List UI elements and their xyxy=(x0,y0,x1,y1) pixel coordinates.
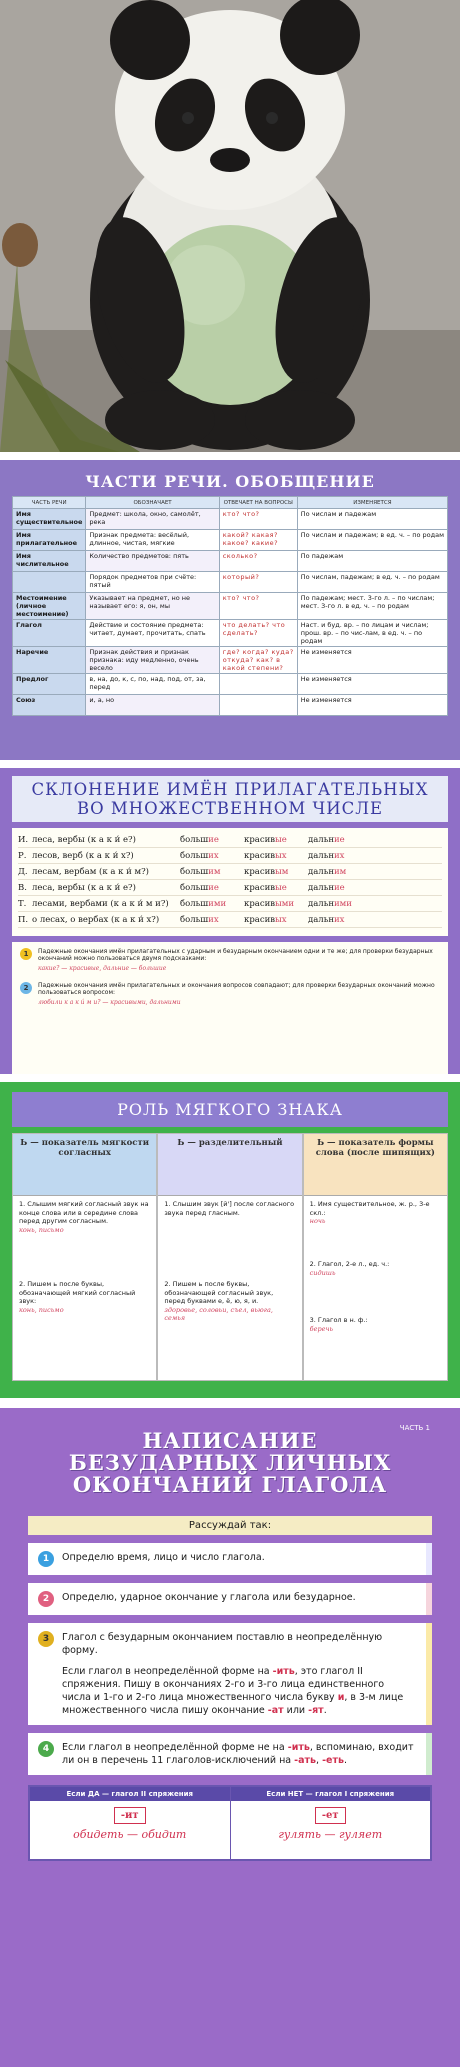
adjective-ending: ые xyxy=(275,882,287,893)
step-text: Определю, ударное окончание у глагола или безударное. xyxy=(62,1592,356,1603)
adjective-declension-poster xyxy=(0,768,460,1074)
ending-box: -ит xyxy=(114,1807,146,1824)
ending-highlight: -ят xyxy=(308,1705,324,1716)
column-heading: Если ДА — глагол II спряжения xyxy=(30,1787,230,1801)
meaning-example: и, а, но xyxy=(89,696,115,704)
questions-cell: какой? какая? какое? какие? xyxy=(219,530,297,551)
case-label: Р. xyxy=(18,850,27,861)
meaning-text: Действие и состояние предмета: xyxy=(89,621,204,629)
noun-phrase: леса, вербы (к а к и́ е?) xyxy=(32,882,136,893)
case-label: И. xyxy=(18,834,29,845)
meaning-example: весёлый, длинное, чистая, мягкие xyxy=(89,531,190,547)
meaning-example: читает, думает, прочитать, спать xyxy=(89,629,206,637)
second-conjugation-column xyxy=(30,1787,230,1859)
questions-cell: что делать? что сделать? xyxy=(219,620,297,647)
note-example: любили к а к и́ м и? — красивыми, дальними xyxy=(38,999,181,1006)
letter-highlight: и xyxy=(337,1692,345,1703)
title-line: ВО МНОЖЕСТВЕННОМ ЧИСЛЕ xyxy=(76,799,384,818)
change-cell: По числам и падежам; в ед. ч. – по родам xyxy=(297,530,447,551)
table-row xyxy=(13,695,448,716)
adjective-ending: ых xyxy=(275,850,287,861)
note-item xyxy=(20,948,440,972)
table-row xyxy=(13,674,448,695)
adjective-ending: ими xyxy=(208,898,227,909)
rule-text: 2. Глагол, 2-е л., ед. ч.: xyxy=(309,1260,390,1268)
suffix-highlight: -ать xyxy=(294,1755,317,1766)
adjective-stem: дальн xyxy=(308,834,334,845)
noun-phrase: лесами, вербами (к а к и́ м и?) xyxy=(32,898,169,909)
suffix-highlight: -еть xyxy=(322,1755,344,1766)
column-header: ЧАСТЬ РЕЧИ xyxy=(13,497,86,509)
adjective-form xyxy=(308,851,368,861)
adjective-stem: дальн xyxy=(308,850,334,861)
adjective-form xyxy=(180,867,244,877)
meaning-example: пятый xyxy=(89,581,111,589)
adjective-form xyxy=(244,867,308,877)
rule-text: 2. Пишем ь после буквы, обозначающей согласный звук, перед буквами е, ё, ю, я, и. xyxy=(164,1280,274,1305)
table-header-row xyxy=(13,497,448,509)
step-number-badge: 3 xyxy=(38,1631,54,1647)
adjective-stem: дальн xyxy=(308,914,334,925)
title-line: ОКОНЧАНИЙ ГЛАГОЛА xyxy=(72,1472,388,1497)
part-of-speech-cell: Имя числительное xyxy=(13,551,86,572)
adjective-stem: больш xyxy=(180,834,209,845)
rule-text: 1. Слышим мягкий согласный звук на конце слова или в середине слова перед другим согласным. xyxy=(19,1200,149,1225)
note-number-badge: 2 xyxy=(20,982,32,994)
meaning-text: Количество предметов: xyxy=(89,552,171,560)
questions-cell xyxy=(219,674,297,695)
meaning-example: иду медленно, очень весело xyxy=(89,656,199,672)
meaning-cell xyxy=(86,674,219,695)
adjective-stem: красив xyxy=(244,834,276,845)
adjective-ending: им xyxy=(334,866,347,877)
declension-row xyxy=(18,864,442,880)
soft-sign-column xyxy=(303,1133,448,1381)
declension-notes xyxy=(12,942,448,1074)
declension-row xyxy=(18,832,442,848)
ending-box: -ет xyxy=(315,1807,346,1824)
poster-title: ЧАСТИ РЕЧИ. ОБОБЩЕНИЕ xyxy=(85,472,375,491)
column-heading: Если НЕТ — глагол I спряжения xyxy=(231,1787,431,1801)
table-row xyxy=(13,572,448,593)
adjective-stem: больш xyxy=(180,898,209,909)
rule-example: здоровье, соловьи, съел, вьюга, семья xyxy=(164,1305,273,1322)
meaning-cell xyxy=(86,620,219,647)
adjective-ending: им xyxy=(208,866,221,877)
step-text: Глагол с безударным окончанием поставлю в неопределённую форму. xyxy=(62,1632,383,1656)
meaning-cell xyxy=(86,551,219,572)
text-fragment: , это глагол II спряжения. Пишу в окончаниях 2-го и 3-го лица единственного числа и 1-го и 2-го лица множественного числа букву xyxy=(62,1666,385,1703)
verb-endings-poster xyxy=(0,1408,460,2067)
first-conjugation-column xyxy=(230,1787,431,1859)
rule-item xyxy=(13,1276,156,1356)
text-fragment: , вспоминаю, входит ли он в перечень 11 глаголов-исключений на xyxy=(62,1742,414,1766)
change-cell: По числам и падежам xyxy=(297,509,447,530)
rule-item xyxy=(158,1276,301,1356)
noun-phrase: леса, вербы (к а к и́ е?) xyxy=(32,834,136,845)
soft-sign-poster xyxy=(0,1082,460,1398)
questions-cell: который? xyxy=(219,572,297,593)
adjective-ending: их xyxy=(334,914,345,925)
step-1 xyxy=(28,1543,432,1575)
adjective-form xyxy=(180,883,244,893)
note-text: Падежные окончания имён прилагательных с ударным и безударным окончанием одни и те же; для проверки безударных окончаний можно пользоваться двумя подсказками: xyxy=(38,948,433,962)
table-row xyxy=(13,593,448,620)
rule-text: 1. Имя существительное, ж. р., 3-е скл.: xyxy=(309,1200,430,1217)
meaning-cell xyxy=(86,647,219,674)
title-line: НАПИСАНИЕ xyxy=(142,1428,318,1453)
part-of-speech-cell: Имя прилагательное xyxy=(13,530,86,551)
rule-example: ночь xyxy=(309,1217,326,1225)
change-cell: По числам, падежам; в ед. ч. – по родам xyxy=(297,572,447,593)
text-fragment: Если глагол в неопределённой форме не на xyxy=(62,1742,285,1753)
adjective-stem: больш xyxy=(180,850,209,861)
title-line: БЕЗУДАРНЫХ ЛИЧНЫХ xyxy=(68,1450,392,1475)
meaning-example: школа, окно, самолёт, река xyxy=(89,510,201,526)
adjective-ending: ими xyxy=(334,898,352,909)
text-fragment: , в 3-м лице множественного числа пишу окончание xyxy=(62,1692,404,1716)
declension-row xyxy=(18,912,442,928)
step-number-badge: 1 xyxy=(38,1551,54,1567)
meaning-cell xyxy=(86,593,219,620)
table-row xyxy=(13,509,448,530)
questions-cell: сколько? xyxy=(219,551,297,572)
rule-item xyxy=(304,1196,447,1256)
rule-text: 3. Глагол в н. ф.: xyxy=(309,1316,368,1324)
rule-example: беречь xyxy=(309,1324,334,1333)
change-cell: По падежам xyxy=(297,551,447,572)
meaning-text: Указывает на предмет, но не называет его: xyxy=(89,594,191,610)
suffix-highlight: -ить xyxy=(272,1666,295,1677)
noun-phrase: лесам, вербам (к а к и́ м?) xyxy=(32,866,149,877)
adjective-ending: их xyxy=(208,914,219,925)
column-header: ОТВЕЧАЕТ НА ВОПРОСЫ xyxy=(219,497,297,509)
title-line: СКЛОНЕНИЕ ИМЁН ПРИЛАГАТЕЛЬНЫХ xyxy=(31,780,429,799)
adjective-stem: больш xyxy=(180,866,209,877)
rule-text: 2. Пишем ь после буквы, обозначающей мягкий согласный звук: xyxy=(19,1280,136,1305)
part-of-speech-cell: Глагол xyxy=(13,620,86,647)
adjective-form xyxy=(308,899,368,909)
adjective-stem: красив xyxy=(244,914,276,925)
column-heading: Ь — показатель формы слова (после шипящих) xyxy=(304,1134,447,1196)
poster-title xyxy=(12,776,448,822)
step-text: Если глагол в неопределённой форме не на -ить, вспоминаю, входит ли он в перечень 11 глаголов-исключений на -ать, -еть. xyxy=(62,1742,414,1766)
questions-cell: кто? что? xyxy=(219,509,297,530)
part-of-speech-cell: Местоимение (личное местоимение) xyxy=(13,593,86,620)
adjective-form xyxy=(244,915,308,925)
declension-row xyxy=(18,880,442,896)
rule-example: сидишь xyxy=(309,1268,336,1277)
declension-table xyxy=(12,828,448,936)
text-fragment: или xyxy=(286,1705,306,1716)
adjective-ending: их xyxy=(334,850,345,861)
change-cell: Не изменяется xyxy=(297,674,447,695)
column-header: ИЗМЕНЯЕТСЯ xyxy=(297,497,447,509)
adjective-form xyxy=(308,835,368,845)
questions-cell: кто? что? xyxy=(219,593,297,620)
adjective-stem: больш xyxy=(180,914,209,925)
part-label: ЧАСТЬ 1 xyxy=(399,1424,430,1432)
panda-photo xyxy=(0,0,460,452)
adjective-form xyxy=(308,883,368,893)
meaning-example: я, он, мы xyxy=(139,602,170,610)
ending-highlight: -ат xyxy=(267,1705,284,1716)
adjective-stem: красив xyxy=(244,850,276,861)
soft-sign-columns xyxy=(12,1133,448,1381)
change-cell: Не изменяется xyxy=(297,647,447,674)
adjective-form xyxy=(180,899,244,909)
rule-example: конь, письмо xyxy=(19,1305,64,1314)
case-label: Д. xyxy=(18,866,28,877)
noun-phrase: о лесах, о вербах (к а к и́ х?) xyxy=(32,914,160,925)
column-heading: Ь — разделительный xyxy=(158,1134,301,1196)
meaning-cell xyxy=(86,695,219,716)
meaning-example: в, на, до, к, с, по, над, под, от, за, перед xyxy=(89,675,206,691)
adjective-stem: красив xyxy=(244,898,276,909)
rule-item xyxy=(158,1196,301,1276)
parts-of-speech-table xyxy=(12,496,448,716)
table-row xyxy=(13,530,448,551)
soft-sign-column xyxy=(157,1133,302,1381)
part-of-speech-cell: Наречие xyxy=(13,647,86,674)
adjective-stem: дальн xyxy=(308,898,334,909)
noun-phrase: лесов, верб (к а к и́ х?) xyxy=(32,850,134,861)
declension-row xyxy=(18,896,442,912)
adjective-ending: ие xyxy=(208,834,219,845)
note-example: какие? — красивые, дальние — большие xyxy=(38,965,167,972)
step-4 xyxy=(28,1733,432,1775)
adjective-stem: красив xyxy=(244,882,276,893)
part-of-speech-cell: Союз xyxy=(13,695,86,716)
table-row xyxy=(13,647,448,674)
note-text: Падежные окончания имён прилагательных и окончания вопросов совпадают; для проверки безударных окончаний можно пользоваться вопросом: xyxy=(38,982,435,996)
conjugation-example: обидеть — обидит xyxy=(73,1828,187,1841)
adjective-ending: ые xyxy=(275,834,287,845)
note-item xyxy=(20,982,440,1006)
adjective-stem: дальн xyxy=(308,866,334,877)
adjective-form xyxy=(180,915,244,925)
adjective-form xyxy=(180,851,244,861)
meaning-cell xyxy=(86,509,219,530)
parts-of-speech-poster xyxy=(0,460,460,760)
adjective-form xyxy=(244,835,308,845)
part-of-speech-cell xyxy=(13,572,86,593)
panda-illustration xyxy=(0,0,460,452)
conjugation-summary xyxy=(28,1785,432,1861)
adjective-ending: ие xyxy=(334,834,345,845)
adjective-ending: их xyxy=(208,850,219,861)
step-number-badge: 2 xyxy=(38,1591,54,1607)
step-3 xyxy=(28,1623,432,1725)
adjective-form xyxy=(244,883,308,893)
table-row xyxy=(13,551,448,572)
meaning-text: Порядок предметов при счёте: xyxy=(89,573,197,581)
suffix-highlight: -ить xyxy=(287,1742,310,1753)
note-number-badge: 1 xyxy=(20,948,32,960)
adjective-ending: ыми xyxy=(275,898,295,909)
adjective-ending: ым xyxy=(275,866,289,877)
adjective-stem: красив xyxy=(244,866,276,877)
meaning-text: Признак действия и признак признака: xyxy=(89,648,189,664)
adjective-form xyxy=(308,867,368,877)
questions-cell xyxy=(219,695,297,716)
change-cell: Не изменяется xyxy=(297,695,447,716)
rule-item xyxy=(304,1256,447,1312)
step-text: Определю время, лицо и число глагола. xyxy=(62,1552,265,1563)
rule-text: 1. Слышим звук [й'] после согласного звука перед гласным. xyxy=(164,1200,295,1217)
text-fragment: Если глагол в неопределённой форме на xyxy=(62,1666,270,1677)
case-label: В. xyxy=(18,882,27,893)
questions-cell: где? когда? куда? откуда? как? в какой степени? xyxy=(219,647,297,674)
rule-item xyxy=(304,1312,447,1352)
poster-title: РОЛЬ МЯГКОГО ЗНАКА xyxy=(12,1092,448,1127)
poster-title xyxy=(18,1416,442,1516)
change-cell: Наст. и буд. вр. – по лицам и числам; прош. вр. – по чис-лам, в ед. ч. – по родам xyxy=(297,620,447,647)
declension-row xyxy=(18,848,442,864)
case-label: П. xyxy=(18,914,29,925)
part-of-speech-cell: Предлог xyxy=(13,674,86,695)
meaning-cell xyxy=(86,530,219,551)
column-heading: Ь — показатель мягкости согласных xyxy=(13,1134,156,1196)
step-number-badge: 4 xyxy=(38,1741,54,1757)
soft-sign-column xyxy=(12,1133,157,1381)
adjective-ending: ие xyxy=(208,882,219,893)
change-cell: По падежам; мест. 3-го л. – по числам; мест. 3-го л. в ед. ч. – по родам xyxy=(297,593,447,620)
meaning-text: Предмет: xyxy=(89,510,122,518)
adjective-form xyxy=(180,835,244,845)
step-text: Если глагол в неопределённой форме на -ить, это глагол II спряжения. Пишу в окончаниях 2-го и 3-го лица единственного числа и 1-го и 2-го лица множественного числа букву и, в 3-м лице множественного числа пишу окончание -ат или -ят. xyxy=(62,1666,404,1716)
meaning-cell xyxy=(86,572,219,593)
adjective-form xyxy=(308,915,368,925)
step-2 xyxy=(28,1583,432,1615)
adjective-ending: ых xyxy=(275,914,287,925)
adjective-stem: больш xyxy=(180,882,209,893)
adjective-ending: ие xyxy=(334,882,345,893)
case-label: Т. xyxy=(18,898,27,909)
rule-example: конь, письмо xyxy=(19,1225,64,1234)
part-of-speech-cell: Имя существительное xyxy=(13,509,86,530)
adjective-form xyxy=(244,899,308,909)
column-header: ОБОЗНАЧАЕТ xyxy=(86,497,219,509)
adjective-form xyxy=(244,851,308,861)
adjective-stem: дальн xyxy=(308,882,334,893)
meaning-example: пять xyxy=(173,552,189,560)
rule-item xyxy=(13,1196,156,1276)
conjugation-example: гулять — гуляет xyxy=(278,1828,383,1841)
reasoning-header: Рассуждай так: xyxy=(28,1516,432,1535)
table-row xyxy=(13,620,448,647)
meaning-text: Признак предмета: xyxy=(89,531,157,539)
